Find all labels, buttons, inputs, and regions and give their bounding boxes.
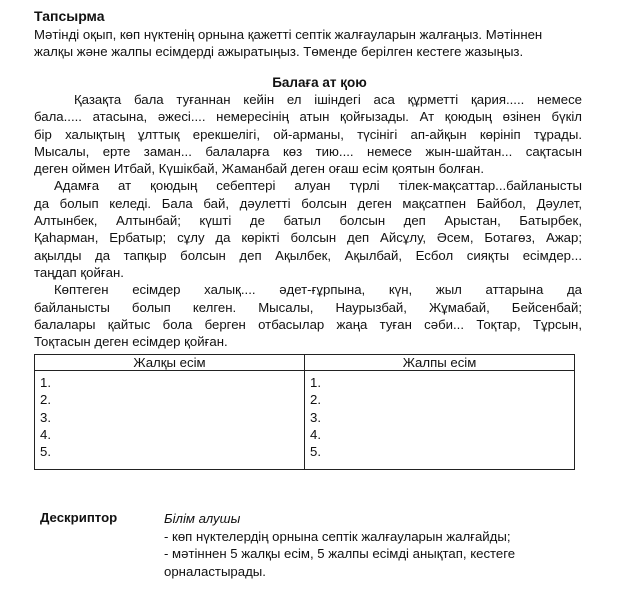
list-item: 2.: [310, 392, 321, 408]
list-item: 4.: [40, 426, 51, 442]
story-line: Көптеген есімдер халық.... әдет-ғұрпына, күн, жыл аттарына да: [54, 282, 582, 298]
story-line: Тоқтасын деген есімдер қойған.: [34, 334, 228, 350]
list-item: 3.: [310, 409, 321, 425]
story-line: балалары қайтыс бола берген отбасылар жаңа туған сәби... Тоқтар, Тұрсын,: [34, 316, 582, 332]
story-line: бір халықтың ұлттық ерекшелігі, ой-арманы, түсінігі ап-айқын көрініп тұрады.: [34, 126, 582, 142]
descriptor-who: Білім алушы: [164, 511, 241, 526]
story-line: Қаһарман, Ербатыр; сұлу да көрікті болсын деп Айсұлу, Әсем, Ботагөз, Ажар;: [34, 230, 582, 246]
task-title: Тапсырма: [34, 8, 105, 24]
task-line: Мәтінді оқып, көп нүктенің орнына қажетті септік жалғауларын жалғаңыз. Мәтіннен: [34, 27, 543, 42]
descriptor-line: - көп нүктелердің орнына септік жалғауларын жалғайды;: [164, 528, 511, 544]
story-line: таңдап қойған.: [34, 264, 124, 280]
header-proper-nouns: Жалқы есім: [35, 355, 305, 371]
story-line: да болып келеді. Бала бай, дәулетті болсын деген мақсатпен Байбол, Дәулет,: [34, 195, 582, 211]
story-line: Адамға ат қоюдың себептері алуан түрлі тілек-мақсаттар...байланысты: [54, 178, 582, 194]
header-common-nouns: Жалпы есім: [305, 355, 575, 371]
list-item: 5.: [310, 444, 321, 460]
descriptor-body: [164, 510, 584, 580]
list-item: 2.: [40, 392, 51, 408]
story-line: Қазақта бала туғаннан кейін ел ішіндегі аса құрметті қария..... немесе: [74, 92, 582, 107]
names-table: [34, 354, 575, 470]
story-line: Алтынбек, Алтынбай; күшті де батыл болсын деп Арыстан, Батырбек,: [34, 213, 582, 229]
story-paragraph-3: [34, 281, 582, 350]
story-paragraph-1: [34, 91, 582, 177]
descriptor-line: орналастырады.: [164, 563, 266, 579]
proper-nouns-cell[interactable]: [35, 371, 305, 470]
story-text: [34, 91, 582, 350]
story-line: бала..... атасына, әжесі.... немересінің атын қойғызады. Ат қоюдың өзінен бүкіл: [34, 109, 582, 125]
story-title: Балаға ат қою: [272, 75, 367, 90]
list-item: 5.: [40, 444, 51, 460]
list-item: 4.: [310, 426, 321, 442]
common-nouns-cell[interactable]: [305, 371, 575, 470]
story-line: ақылды да тапқыр болсын деп Ақылбек, Ақылбай, Есбол сияқты есімдер...: [34, 247, 582, 263]
list-item: 3.: [40, 409, 51, 425]
story-line: Мысалы, ерте заман... балаларға көз тию.... немесе жын-шайтан... сақтасын: [34, 143, 582, 159]
story-line: деген оймен Итбай, Күшікбай, Жаманбай деген оғаш есім қоятын болған.: [34, 161, 484, 177]
story-paragraph-2: [34, 177, 582, 281]
story-line: байланысты болып келген. Мысалы, Наурызбай, Жұмабай, Бейсенбай;: [34, 299, 582, 315]
task-instructions: [34, 26, 582, 60]
descriptor-label: Дескриптор: [40, 510, 118, 525]
list-item: 1.: [40, 375, 51, 390]
descriptor-line: - мәтіннен 5 жалқы есім, 5 жалпы есімді анықтап, кестеге: [164, 546, 516, 561]
task-line: жалқы және жалпы есімдерді ажыратыңыз. Төменде берілген кестеге жазыңыз.: [34, 44, 524, 59]
list-item: 1.: [310, 375, 321, 390]
